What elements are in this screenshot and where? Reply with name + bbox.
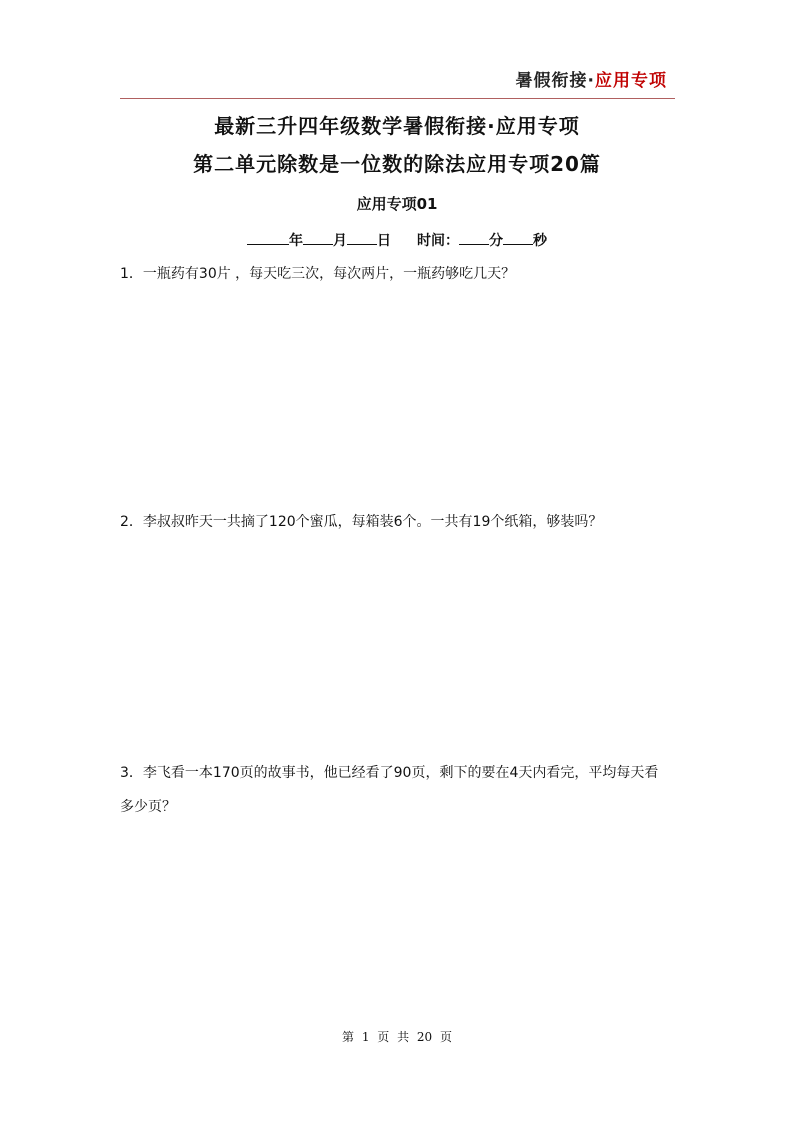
date-time-line [0,230,794,250]
month-blank[interactable] [303,230,333,245]
second-label: 秒 [533,233,547,249]
month-label: 月 [333,233,347,249]
question-text: 一瓶药有30片 ，每天吃三次，每次两片，一瓶药够吃几天？ [142,266,516,282]
section-title: 应用专项01 [356,195,438,213]
question-text: 李叔叔昨天一共摘了120个蜜瓜，每箱装6个。一共有19个纸箱，够装吗？ [142,514,603,530]
unit-title: 第二单元除数是一位数的除法应用专项20篇 [193,152,601,176]
main-title: 最新三升四年级数学暑假衔接·应用专项 [214,114,580,138]
page-footer: 第 1 页 共 20 页 [342,1030,452,1044]
header-accent: 应用专项 [595,71,667,91]
year-blank[interactable] [247,230,289,245]
second-blank[interactable] [503,230,533,245]
minute-blank[interactable] [459,230,489,245]
year-label: 年 [289,233,303,249]
time-label: 时间： [417,233,459,249]
day-label: 日 [377,233,391,249]
header-title [516,66,667,91]
question-number: 3． [120,765,143,781]
day-blank[interactable] [347,230,377,245]
question-item [120,257,665,291]
minute-label: 分 [489,233,503,249]
header-prefix: 暑假衔接· [515,71,595,91]
question-number: 1． [120,266,143,282]
question-item [120,756,665,824]
page-header [120,58,675,99]
question-text: 李飞看一本170页的故事书，他已经看了90页，剩下的要在4天内看完，平均每天看多少页？ [120,765,659,815]
question-item [120,505,665,539]
question-number: 2． [120,514,143,530]
